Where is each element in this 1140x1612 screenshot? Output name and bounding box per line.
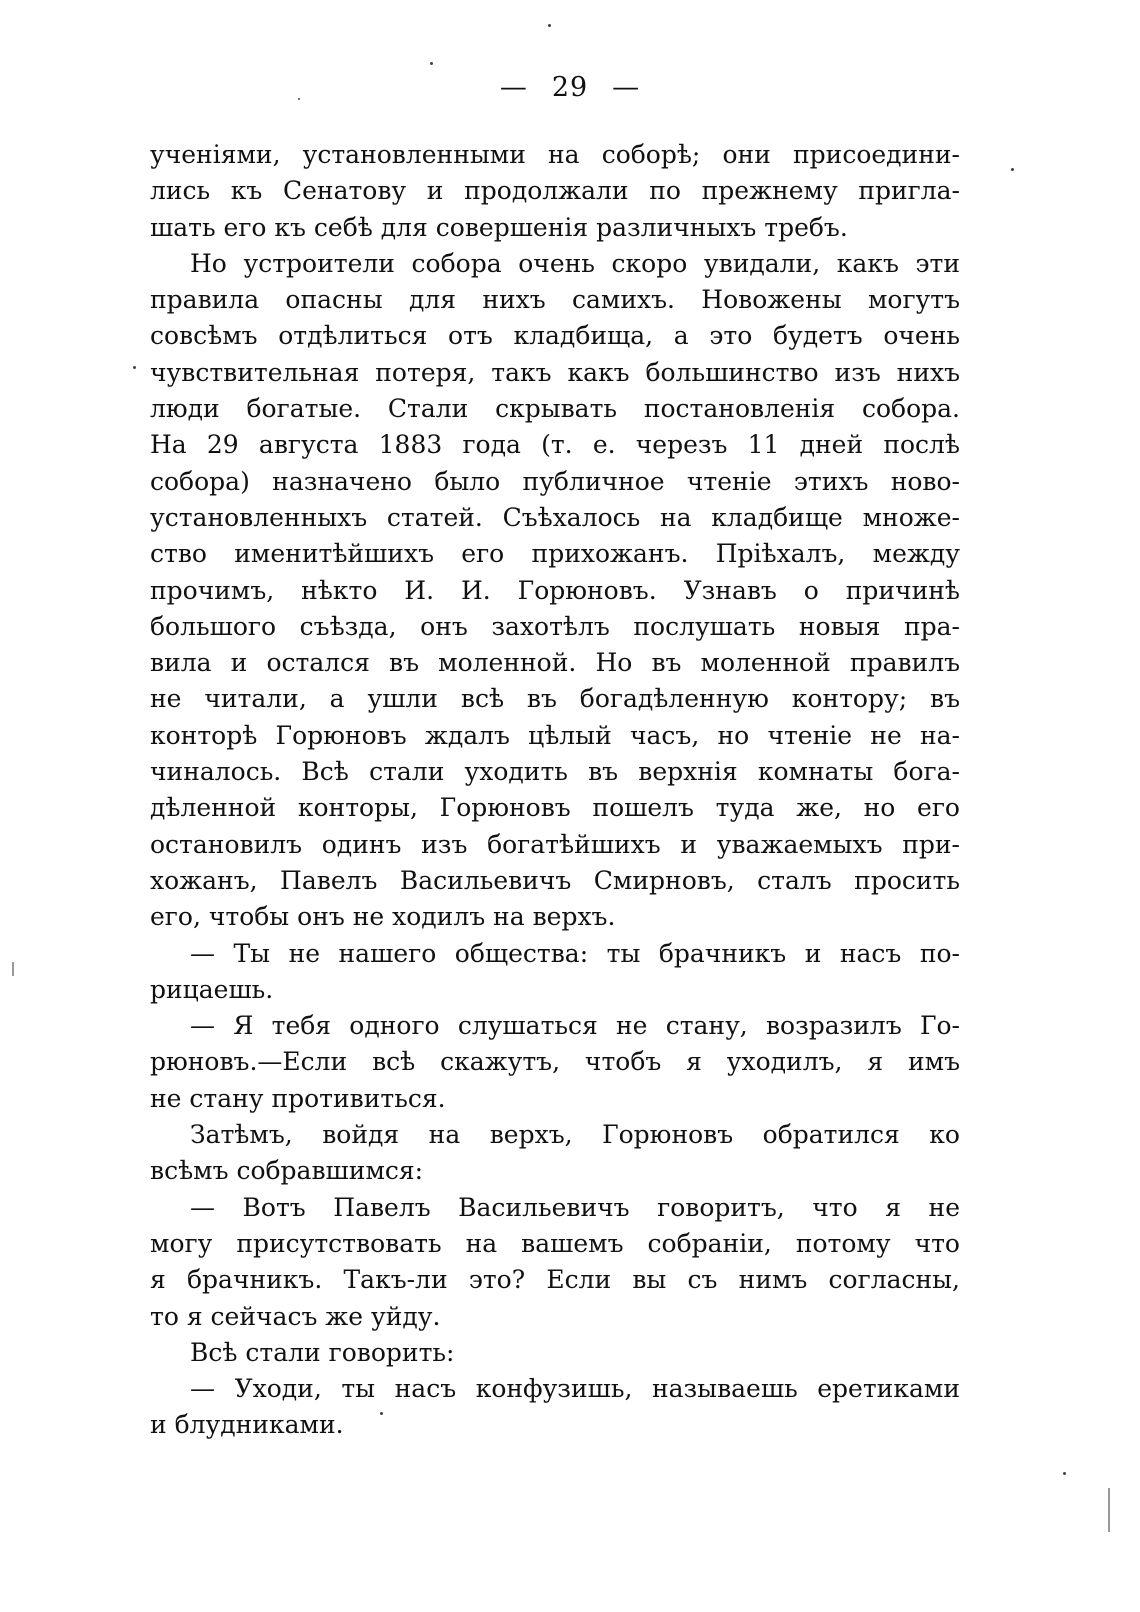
- text-line: шать его къ себѣ для совершенія различныхъ требъ.: [150, 212, 848, 242]
- text-line: совсѣмъ отдѣлиться отъ кладбища, а это будетъ очень: [150, 321, 960, 351]
- text-line: лись къ Сенатову и продолжали по прежнему пригла-: [150, 176, 960, 206]
- scan-speck: [133, 366, 136, 369]
- text-line: и блудниками.: [150, 1410, 344, 1440]
- scan-speck: [430, 62, 433, 65]
- scan-speck: [380, 1412, 383, 1415]
- right-dash: —: [612, 72, 641, 103]
- scan-edge-mark: [12, 962, 14, 976]
- page-number: 29: [551, 72, 589, 103]
- text-line: большого съѣзда, онъ захотѣлъ послушать новыя пра-: [150, 611, 960, 641]
- scan-edge-mark: [1108, 1488, 1110, 1532]
- left-dash: —: [499, 72, 528, 103]
- text-line: дѣленной конторы, Горюновъ пошелъ туда же, но его: [150, 793, 960, 823]
- text-line: чувствительная потеря, такъ какъ большинство изъ нихъ: [150, 357, 960, 387]
- text-line: Но устроители собора очень скоро увидали, какъ эти: [190, 248, 960, 278]
- text-line: я брачникъ. Такъ-ли это? Если вы съ нимъ согласны,: [150, 1265, 960, 1295]
- text-line: — Ты не нашего общества: ты брачникъ и насъ по-: [190, 938, 960, 968]
- text-line: люди богатые. Стали скрывать постановленія собора.: [150, 394, 960, 424]
- scan-speck: [1063, 1472, 1066, 1475]
- text-line: — Уходи, ты насъ конфузишь, называешь еретиками: [190, 1374, 960, 1404]
- text-line: прочимъ, нѣкто И. И. Горюновъ. Узнавъ о причинѣ: [150, 575, 960, 605]
- text-line: Всѣ стали говорить:: [190, 1337, 455, 1367]
- scan-speck: [298, 98, 300, 100]
- text-line: рицаешь.: [150, 974, 274, 1004]
- text-line: На 29 августа 1883 года (т. е. черезъ 11 дней послѣ: [150, 430, 960, 460]
- text-line: рюновъ.—Если всѣ скажутъ, чтобъ я уходилъ, я имъ: [150, 1047, 960, 1077]
- scan-speck: [1011, 168, 1014, 171]
- text-line: ученіями, установленными на соборѣ; они присоедини-: [150, 140, 960, 169]
- text-line: то я сейчасъ же уйду.: [150, 1301, 441, 1331]
- text-line: Затѣмъ, войдя на верхъ, Горюновъ обратился ко: [190, 1120, 960, 1150]
- text-line: всѣмъ собравшимся:: [150, 1156, 424, 1186]
- text-line: — Я тебя одного слушаться не стану, возразилъ Го-: [190, 1011, 960, 1041]
- text-line: его, чтобы онъ не ходилъ на верхъ.: [150, 902, 616, 932]
- scan-speck: [548, 24, 551, 27]
- text-line: собора) назначено было публичное чтеніе этихъ ново-: [150, 466, 960, 496]
- text-line: — Вотъ Павелъ Васильевичъ говоритъ, что я не: [190, 1192, 960, 1222]
- text-line: хожанъ, Павелъ Васильевичъ Смирновъ, сталъ просить: [150, 865, 960, 895]
- text-line: могу присутствовать на вашемъ собраніи, потому что: [150, 1228, 960, 1258]
- text-line: установленныхъ статей. Съѣхалось на кладбище множе-: [150, 502, 960, 532]
- text-line: конторѣ Горюновъ ждалъ цѣлый часъ, но чтеніе не на-: [150, 720, 960, 750]
- text-line: остановилъ одинъ изъ богатѣйшихъ и уважаемыхъ при-: [150, 829, 960, 859]
- text-line: правила опасны для нихъ самихъ. Новожены могутъ: [150, 285, 960, 315]
- text-line: не стану противиться.: [150, 1083, 446, 1113]
- text-line: не читали, а ушли всѣ въ богадѣленную контору; въ: [150, 684, 960, 714]
- text-line: чиналось. Всѣ стали уходить въ верхнія комнаты бога-: [150, 757, 960, 787]
- text-line: вила и остался въ моленной. Но въ моленной правилъ: [150, 648, 960, 678]
- body-text: [150, 137, 960, 1444]
- page-number-header: [0, 68, 1140, 108]
- text-line: ство именитѣйшихъ его прихожанъ. Пріѣхалъ, между: [150, 539, 960, 569]
